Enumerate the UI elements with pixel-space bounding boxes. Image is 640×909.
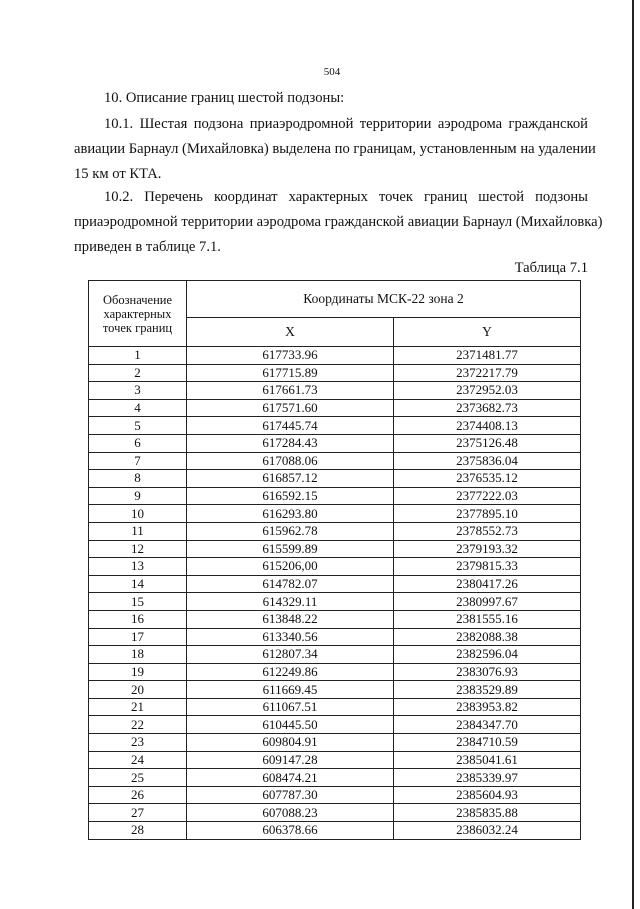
x-coordinate-cell: 616857.12 [187, 470, 394, 488]
coordinates-table [88, 280, 581, 840]
y-coordinate-cell: 2385835.88 [394, 804, 581, 822]
table-row [89, 610, 581, 628]
table-row [89, 716, 581, 734]
paragraph-10-2-line-3: приведен в таблице 7.1. [74, 239, 221, 255]
y-coordinate-cell: 2371481.77 [394, 347, 581, 365]
table-row [89, 663, 581, 681]
table-row [89, 593, 581, 611]
y-coordinate-cell: 2380417.26 [394, 575, 581, 593]
table-row [89, 769, 581, 787]
point-number-cell: 24 [89, 751, 187, 769]
table-row [89, 558, 581, 576]
point-label-header: Обозначение характерных точек границ [89, 281, 187, 347]
x-coordinate-cell: 617733.96 [187, 347, 394, 365]
table-row [89, 628, 581, 646]
y-coordinate-cell: 2375126.48 [394, 434, 581, 452]
point-number-cell: 21 [89, 698, 187, 716]
point-number-cell: 3 [89, 382, 187, 400]
point-number-cell: 17 [89, 628, 187, 646]
table-row [89, 786, 581, 804]
table-row [89, 382, 581, 400]
x-coordinate-cell: 611669.45 [187, 681, 394, 699]
y-coordinate-cell: 2372217.79 [394, 364, 581, 382]
y-coordinate-cell: 2383529.89 [394, 681, 581, 699]
x-coordinate-cell: 616293.80 [187, 505, 394, 523]
x-coordinate-cell: 613848.22 [187, 610, 394, 628]
x-coordinate-cell: 617661.73 [187, 382, 394, 400]
point-number-cell: 8 [89, 470, 187, 488]
point-number-cell: 18 [89, 646, 187, 664]
y-coordinate-cell: 2383953.82 [394, 698, 581, 716]
section-heading: 10. Описание границ шестой подзоны: [104, 90, 345, 106]
page-number: 504 [323, 66, 341, 78]
x-coordinate-cell: 615962.78 [187, 522, 394, 540]
point-number-cell: 12 [89, 540, 187, 558]
x-coordinate-cell: 615206,00 [187, 558, 394, 576]
y-coordinate-cell: 2378552.73 [394, 522, 581, 540]
x-coordinate-cell: 607088.23 [187, 804, 394, 822]
y-coordinate-cell: 2384347.70 [394, 716, 581, 734]
point-number-cell: 16 [89, 610, 187, 628]
y-coordinate-cell: 2380997.67 [394, 593, 581, 611]
point-number-cell: 20 [89, 681, 187, 699]
table-caption: Таблица 7.1 [514, 260, 588, 276]
table-row [89, 575, 581, 593]
y-coordinate-cell: 2383076.93 [394, 663, 581, 681]
y-coordinate-cell: 2385339.97 [394, 769, 581, 787]
table-row [89, 417, 581, 435]
y-coordinate-cell: 2384710.59 [394, 734, 581, 752]
y-column-header: Y [394, 318, 581, 347]
x-coordinate-cell: 616592.15 [187, 487, 394, 505]
table-row [89, 434, 581, 452]
coordinates-group-header: Координаты МСК-22 зона 2 [187, 281, 581, 318]
table-row [89, 681, 581, 699]
point-number-cell: 26 [89, 786, 187, 804]
point-number-cell: 13 [89, 558, 187, 576]
x-coordinate-cell: 609147.28 [187, 751, 394, 769]
point-number-cell: 7 [89, 452, 187, 470]
point-number-cell: 11 [89, 522, 187, 540]
x-coordinate-cell: 617284.43 [187, 434, 394, 452]
table-row [89, 646, 581, 664]
x-coordinate-cell: 617088.06 [187, 452, 394, 470]
x-coordinate-cell: 617445.74 [187, 417, 394, 435]
paragraph-10-1-line-2: авиации Барнаул (Михайловка) выделена по границам, установленным на удалении [74, 141, 596, 157]
table-row [89, 804, 581, 822]
y-coordinate-cell: 2382596.04 [394, 646, 581, 664]
point-number-cell: 6 [89, 434, 187, 452]
y-coordinate-cell: 2372952.03 [394, 382, 581, 400]
paragraph-10-1-line-1: 10.1. Шестая подзона приаэродромной территории аэродрома гражданской [104, 116, 588, 132]
point-number-cell: 10 [89, 505, 187, 523]
page-edge-line [632, 0, 634, 909]
table-row [89, 698, 581, 716]
x-coordinate-cell: 609804.91 [187, 734, 394, 752]
point-number-cell: 9 [89, 487, 187, 505]
point-number-cell: 27 [89, 804, 187, 822]
x-coordinate-cell: 617715.89 [187, 364, 394, 382]
point-number-cell: 4 [89, 399, 187, 417]
table-row [89, 487, 581, 505]
point-number-cell: 22 [89, 716, 187, 734]
y-coordinate-cell: 2377895.10 [394, 505, 581, 523]
y-coordinate-cell: 2379193.32 [394, 540, 581, 558]
x-coordinate-cell: 608474.21 [187, 769, 394, 787]
table-row [89, 822, 581, 840]
point-number-cell: 25 [89, 769, 187, 787]
y-coordinate-cell: 2385604.93 [394, 786, 581, 804]
table-row [89, 452, 581, 470]
x-coordinate-cell: 617571.60 [187, 399, 394, 417]
table-row [89, 470, 581, 488]
coordinates-table-body [89, 347, 581, 840]
y-coordinate-cell: 2385041.61 [394, 751, 581, 769]
point-number-cell: 15 [89, 593, 187, 611]
y-coordinate-cell: 2381555.16 [394, 610, 581, 628]
y-coordinate-cell: 2373682.73 [394, 399, 581, 417]
table-row [89, 540, 581, 558]
y-coordinate-cell: 2377222.03 [394, 487, 581, 505]
x-coordinate-cell: 611067.51 [187, 698, 394, 716]
point-number-cell: 2 [89, 364, 187, 382]
table-row [89, 399, 581, 417]
x-coordinate-cell: 607787.30 [187, 786, 394, 804]
point-number-cell: 1 [89, 347, 187, 365]
x-coordinate-cell: 613340.56 [187, 628, 394, 646]
x-coordinate-cell: 615599.89 [187, 540, 394, 558]
y-coordinate-cell: 2382088.38 [394, 628, 581, 646]
table-row [89, 347, 581, 365]
point-number-cell: 23 [89, 734, 187, 752]
table-row [89, 751, 581, 769]
point-number-cell: 19 [89, 663, 187, 681]
point-number-cell: 14 [89, 575, 187, 593]
x-coordinate-cell: 606378.66 [187, 822, 394, 840]
paragraph-10-2-line-2: приаэродромной территории аэродрома гражданской авиации Барнаул (Михайловка) [74, 214, 603, 230]
y-coordinate-cell: 2376535.12 [394, 470, 581, 488]
y-coordinate-cell: 2374408.13 [394, 417, 581, 435]
table-row [89, 734, 581, 752]
table-row [89, 505, 581, 523]
y-coordinate-cell: 2375836.04 [394, 452, 581, 470]
x-coordinate-cell: 610445.50 [187, 716, 394, 734]
point-number-cell: 5 [89, 417, 187, 435]
paragraph-10-1-line-3: 15 км от КТА. [74, 166, 162, 182]
paragraph-10-2-line-1: 10.2. Перечень координат характерных точек границ шестой подзоны [104, 189, 588, 205]
table-row [89, 522, 581, 540]
x-coordinate-cell: 612249.86 [187, 663, 394, 681]
x-coordinate-cell: 614329.11 [187, 593, 394, 611]
x-coordinate-cell: 612807.34 [187, 646, 394, 664]
x-coordinate-cell: 614782.07 [187, 575, 394, 593]
table-row [89, 364, 581, 382]
y-coordinate-cell: 2379815.33 [394, 558, 581, 576]
x-column-header: X [187, 318, 394, 347]
y-coordinate-cell: 2386032.24 [394, 822, 581, 840]
point-number-cell: 28 [89, 822, 187, 840]
